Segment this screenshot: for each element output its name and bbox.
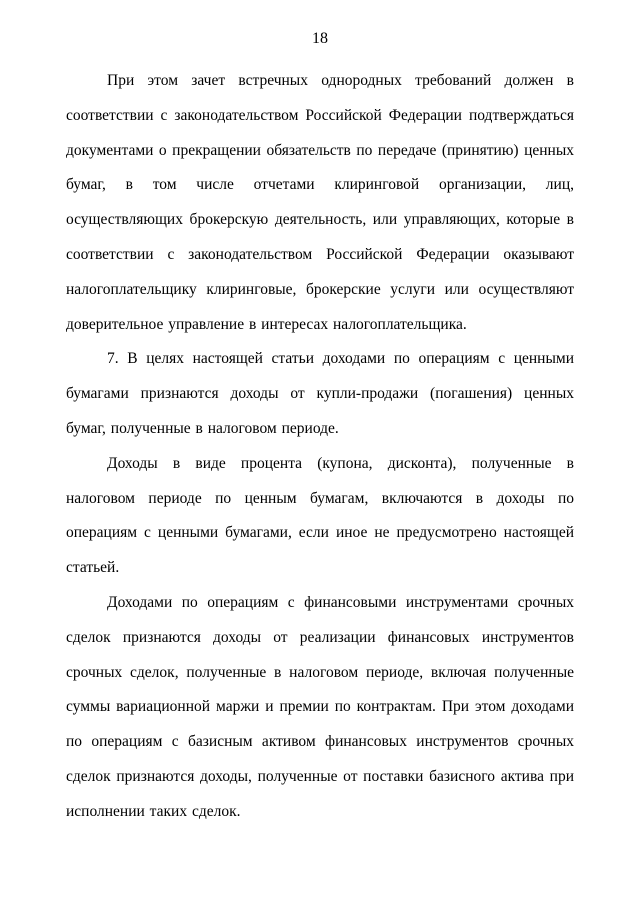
paragraph: 7. В целях настоящей статьи доходами по операциям с ценными бумагами признаются доходы от купли-продажи (погашения) ценных бумаг, полученные в налоговом периоде. xyxy=(66,350,574,437)
paragraph: Доходами по операциям с финансовыми инструментами срочных сделок признаются доходы от реализации финансовых инструментов срочных сделок, полученные в налоговом периоде, включая полученные суммы вариационной маржи и премии по контрактам. При этом доходами по операциям с базисным активом финансовых инструментов срочных сделок признаются доходы, полученные от поставки базисного актива при исполнении таких сделок. xyxy=(66,593,574,820)
paragraph: Доходы в виде процента (купона, дисконта), полученные в налоговом периоде по ценным бумагам, включаются в доходы по операциям с ценными бумагами, если иное не предусмотрено настоящей статьей. xyxy=(66,454,574,577)
paragraph: При этом зачет встречных однородных требований должен в соответствии с законодательством Российской Федерации подтверждаться документами о прекращении обязательств по передаче (принятию) ценных бумаг, в том числе отчетами клиринговой организации, лиц, осуществляющих брокерскую деятельность, или управляющих, которые в соответствии с законодательством Российской Федерации оказывают налогоплательщику клиринговые, брокерские услуги или осуществляют доверительное управление в интересах налогоплательщика. xyxy=(66,72,574,333)
page-number: 18 xyxy=(312,30,328,47)
document-body xyxy=(66,64,574,830)
